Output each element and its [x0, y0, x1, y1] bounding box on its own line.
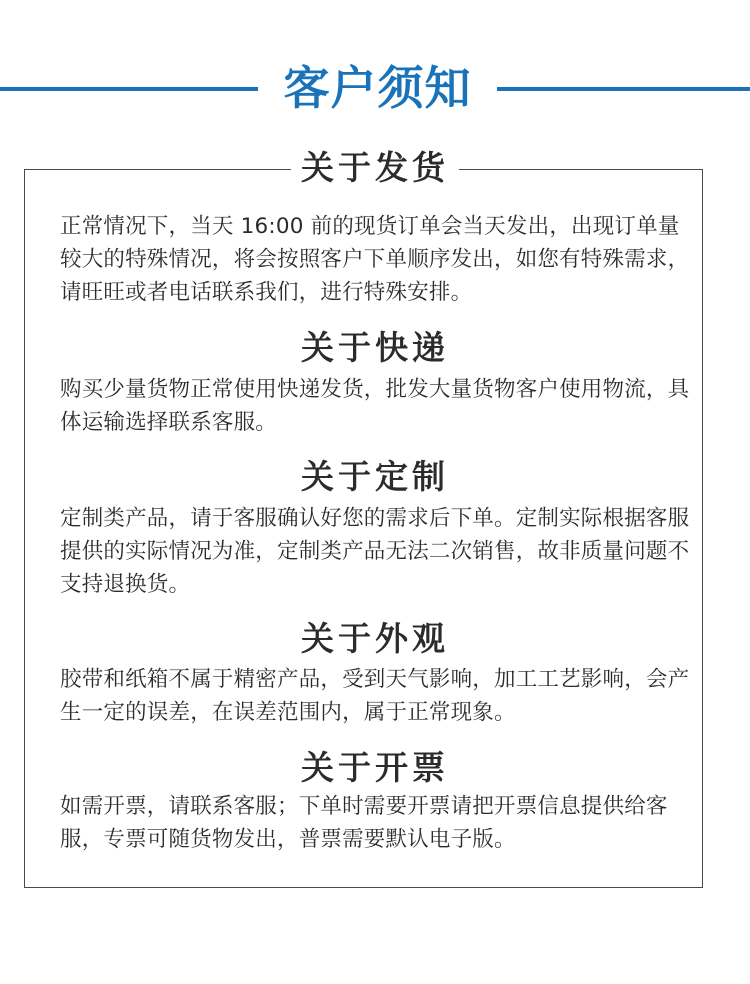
section-heading-appearance: 关于外观	[0, 619, 750, 659]
section-body-custom: 定制类产品，请于客服确认好您的需求后下单。定制实际根据客服提供的实际情况为准，定制类产品无法二次销售，故非质量问题不支持退换货。	[60, 506, 690, 597]
section-body-shipping: 正常情况下，当天 16:00 前的现货订单会当天发出，出现订单量较大的特殊情况，将会按照客户下单顺序发出，如您有特殊需求，请旺旺或者电话联系我们，进行特殊安排。	[60, 214, 690, 305]
section-body-appearance: 胶带和纸箱不属于精密产品，受到天气影响，加工工艺影响，会产生一定的误差，在误差范围内，属于正常现象。	[60, 667, 690, 725]
page-title: 客户须知	[283, 61, 472, 115]
section-heading-invoice: 关于开票	[0, 748, 750, 788]
page-header	[0, 58, 750, 118]
section-heading-shipping: 关于发货	[0, 148, 750, 188]
section-body-express: 购买少量货物正常使用快递发货，批发大量货物客户使用物流，具体运输选择联系客服。	[60, 377, 690, 435]
section-body-invoice: 如需开票，请联系客服；下单时需要开票请把开票信息提供给客服，专票可随货物发出，普票需要默认电子版。	[60, 794, 668, 852]
section-heading-express: 关于快递	[0, 328, 750, 368]
header-divider-left	[0, 87, 258, 91]
section-heading-custom: 关于定制	[0, 457, 750, 497]
header-divider-right	[497, 87, 750, 91]
